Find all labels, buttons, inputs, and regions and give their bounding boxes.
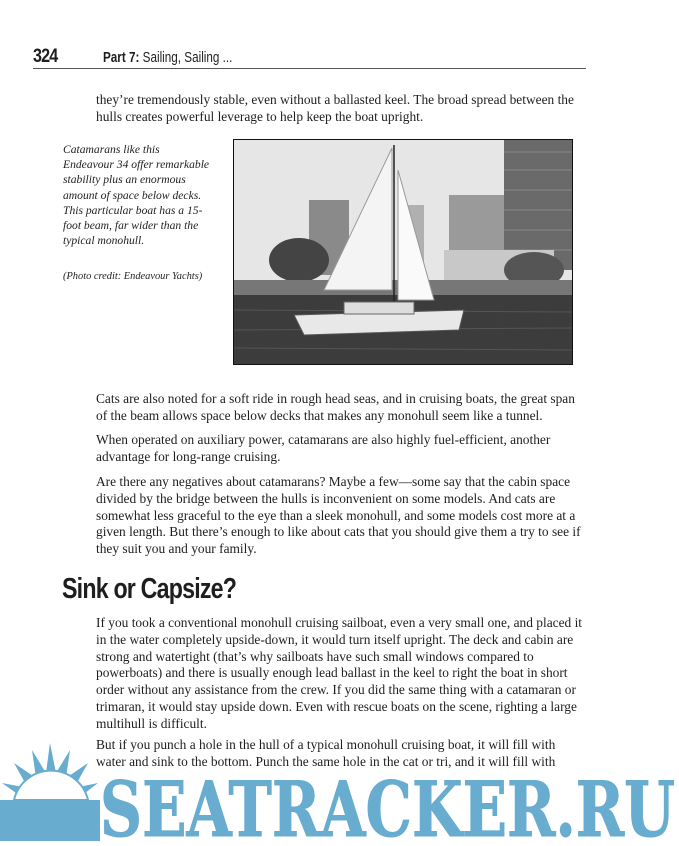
watermark <box>0 738 679 841</box>
body-paragraph: But if you punch a hole in the hull of a typical monohull cruising boat, it will fill with water and sink to the bottom. Punch the same hole in the cat or tri, and it will fill with <box>96 737 556 769</box>
catamaran-photo <box>233 139 573 365</box>
running-header <box>33 46 586 69</box>
watermark-text: SEATRACKER.RU <box>100 765 675 841</box>
body-paragraph: Are there any negatives about catamarans? Maybe a few—some say that the cabin space divided by the bridge between the hulls is inconvenient on some models. And cats are somewhat less graceful to the eye than a sleek monohull, and some models cost more at a given length. But there’s enough to like about cats that you should give them a try to see if they suit you and your family. <box>96 474 581 557</box>
part-name: Sailing, Sailing ... <box>142 49 233 66</box>
body-paragraph: When operated on auxiliary power, catamarans are also highly fuel-efficient, another advantage for long-range cruising. <box>96 432 551 464</box>
figure-caption: Catamarans like this Endeavour 34 offer remarkable stability plus an enormous amount of space below decks. This particular boat has a 15-foot beam, far wider than the typical monohull. <box>63 143 210 248</box>
page-number: 324 <box>33 46 58 67</box>
body-paragraph: they’re tremendously stable, even without a ballasted keel. The broad spread between the hulls creates powerful leverage to help keep the boat upright. <box>96 92 574 124</box>
part-title <box>103 49 232 66</box>
body-paragraph: Cats are also noted for a soft ride in rough head seas, and in cruising boats, the great span of the beam allows space below decks that makes any monohull seem like a tunnel. <box>96 391 575 423</box>
section-heading: Sink or Capsize? <box>62 573 237 605</box>
sun-icon <box>0 743 100 841</box>
part-label: Part 7: <box>103 49 140 66</box>
body-paragraph: If you took a conventional monohull cruising sailboat, even a very small one, and placed it in the water completely upside-down, it would turn itself upright. The deck and cabin are strong and watertight (that’s why sailboats have such small windows compared to powerboats) and there is usually enough lead ballast in the keel to right the boat in short order without any assistance from the crew. If you did the same thing with a catamaran or trimaran, it would stay upside down. Even with rescue boats on the scene, righting a large multihull is difficult. <box>96 615 583 731</box>
photo-credit: (Photo credit: Endeavour Yachts) <box>63 271 203 282</box>
